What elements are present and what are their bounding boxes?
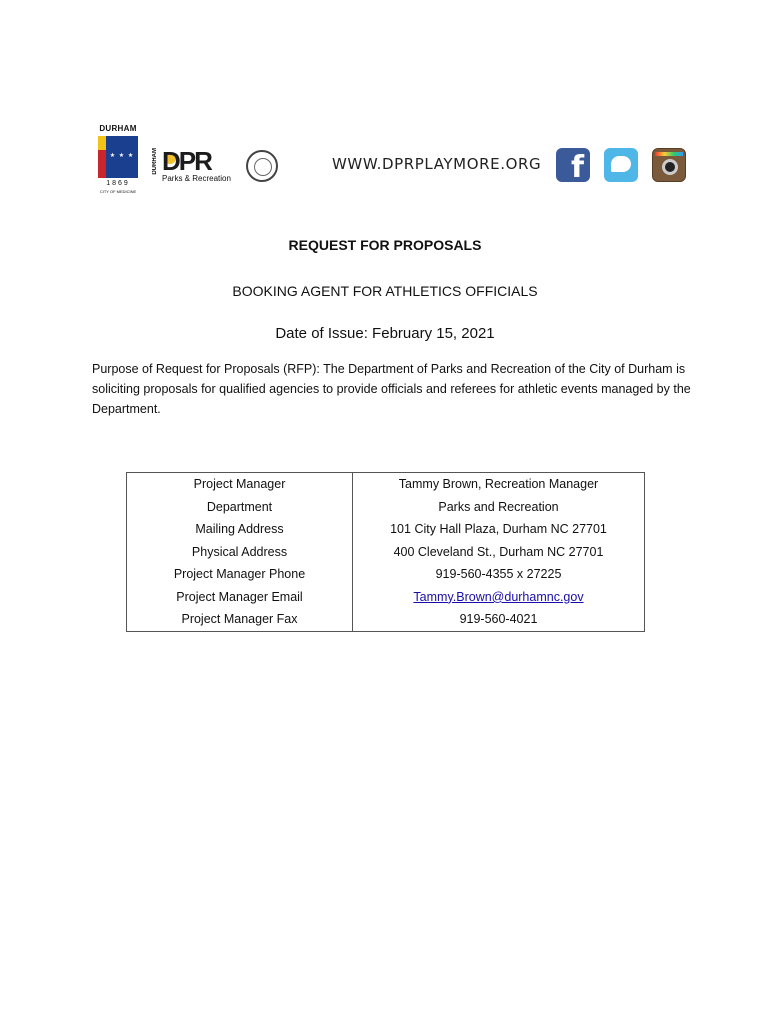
dpr-logo-mark: DPR [162,146,211,176]
table-row [127,541,645,564]
table-row [127,518,645,541]
contact-table [126,472,645,632]
row-label: Project Manager Email [127,586,353,609]
row-label: Project Manager [127,473,353,496]
row-value: 400 Cleveland St., Durham NC 27701 [353,541,645,564]
table-row [127,586,645,609]
twitter-bird-icon [611,156,631,172]
row-value [353,586,645,609]
durham-logo-subtitle: CITY OF MEDICINE [99,189,137,194]
row-value: Parks and Recreation [353,496,645,519]
facebook-icon[interactable]: f [556,148,590,182]
dpr-logo-tagline: Parks & Recreation [162,174,231,183]
issue-date: Date of Issue: February 15, 2021 [275,325,495,342]
durham-logo-year: 1869 [106,180,130,187]
durham-logo-word: DURHAM [99,124,137,133]
row-label: Mailing Address [127,518,353,541]
email-link[interactable]: Tammy.Brown@durhamnc.gov [413,589,584,604]
logo-yellow-stripe [98,136,106,150]
twitter-icon[interactable] [604,148,638,182]
row-value: 919-560-4355 x 27225 [353,563,645,586]
instagram-lens-icon [662,159,678,175]
website-url[interactable]: WWW.DPRPLAYMORE.ORG [332,155,542,173]
row-label: Physical Address [127,541,353,564]
table-row [127,563,645,586]
logo-stars-icon: ★ ★ ★ [109,153,135,159]
document-title: REQUEST FOR PROPOSALS [288,237,482,253]
row-value: 101 City Hall Plaza, Durham NC 27701 [353,518,645,541]
table-row [127,608,645,631]
row-value: 919-560-4021 [353,608,645,631]
dpr-logo-vertical: DURHAM [152,148,158,175]
row-label: Project Manager Phone [127,563,353,586]
document-subtitle: BOOKING AGENT FOR ATHLETICS OFFICIALS [232,283,538,299]
table-row [127,473,645,496]
row-label: Department [127,496,353,519]
city-seal-icon [246,150,278,182]
durham-city-logo [96,124,140,196]
row-value: Tammy Brown, Recreation Manager [353,473,645,496]
table-row [127,496,645,519]
row-label: Project Manager Fax [127,608,353,631]
instagram-icon[interactable] [652,148,686,182]
purpose-paragraph: Purpose of Request for Proposals (RFP): The Department of Parks and Recreation of the City of Durham is soliciting proposals for qualified agencies to provide officials and referees for athletic events managed by the Department. [92,362,691,416]
seal-inner-ring [254,158,272,176]
dpr-logo [152,146,238,186]
instagram-rainbow-strip [655,152,683,156]
